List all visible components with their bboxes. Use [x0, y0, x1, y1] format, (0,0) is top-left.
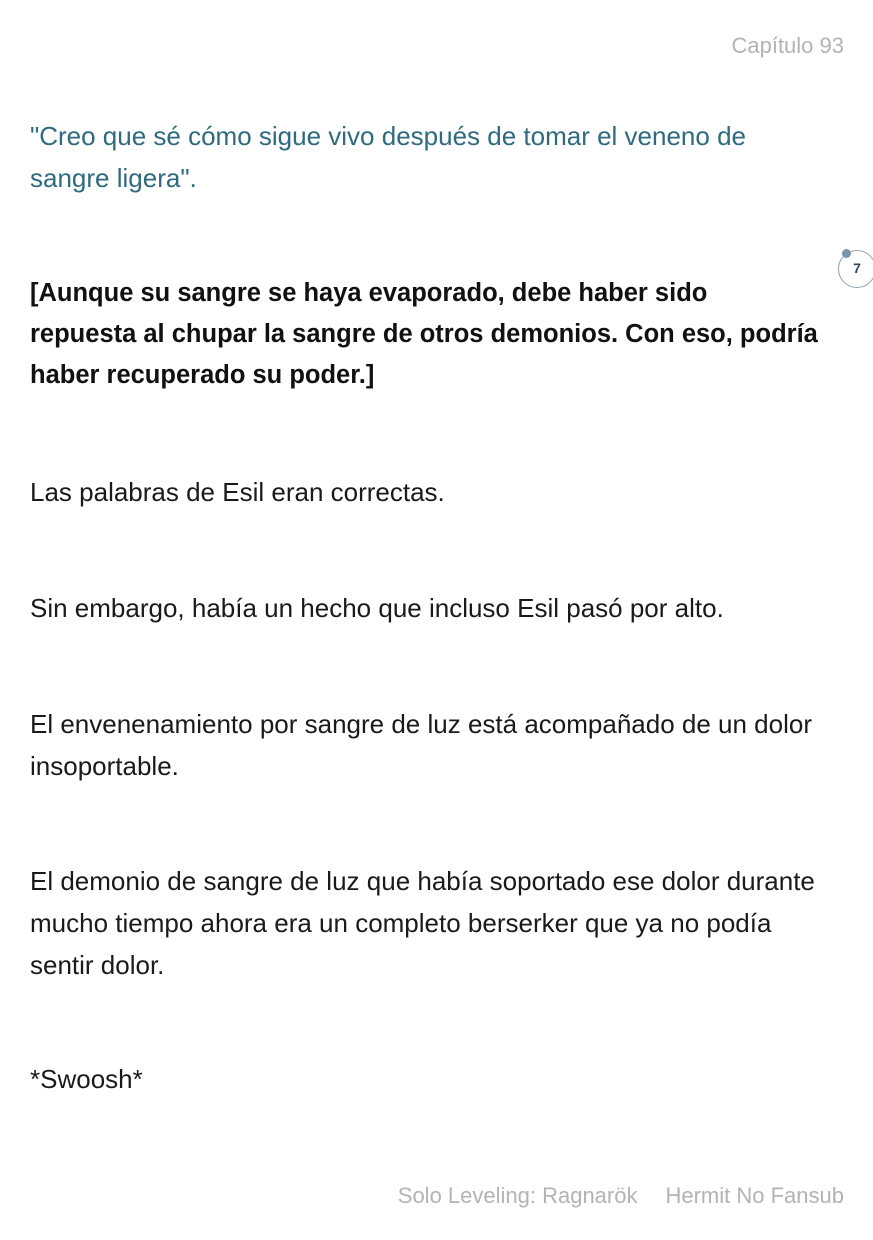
comment-count-badge[interactable]	[838, 250, 873, 288]
paragraph-6: El demonio de sangre de luz que había soportado ese dolor durante mucho tiempo ahora era un completo berserker que ya no podía sentir dolor.	[30, 866, 815, 980]
footer-novel-title: Solo Leveling: Ragnarök	[397, 1183, 638, 1208]
footer-credit: Hermit No Fansub	[665, 1183, 844, 1208]
paragraph-3: Las palabras de Esil eran correctas.	[30, 477, 445, 507]
paragraph-4: Sin embargo, había un hecho que incluso Esil pasó por alto.	[30, 593, 724, 623]
paragraph-dialogue: "Creo que sé cómo sigue vivo después de tomar el veneno de sangre ligera".	[30, 121, 746, 193]
chapter-label: Capítulo 93	[731, 33, 844, 58]
paragraph-sound-effect: *Swoosh*	[30, 1064, 143, 1094]
comment-count: 7	[853, 260, 861, 276]
footer	[398, 1182, 844, 1210]
comment-indicator-dot	[842, 249, 851, 258]
paragraph-5: El envenenamiento por sangre de luz está acompañado de un dolor insoportable.	[30, 709, 812, 781]
paragraph-system-message: [Aunque su sangre se haya evaporado, debe haber sido repuesta al chupar la sangre de otros demonios. Con eso, podría haber recuperado su poder.]	[30, 279, 818, 389]
